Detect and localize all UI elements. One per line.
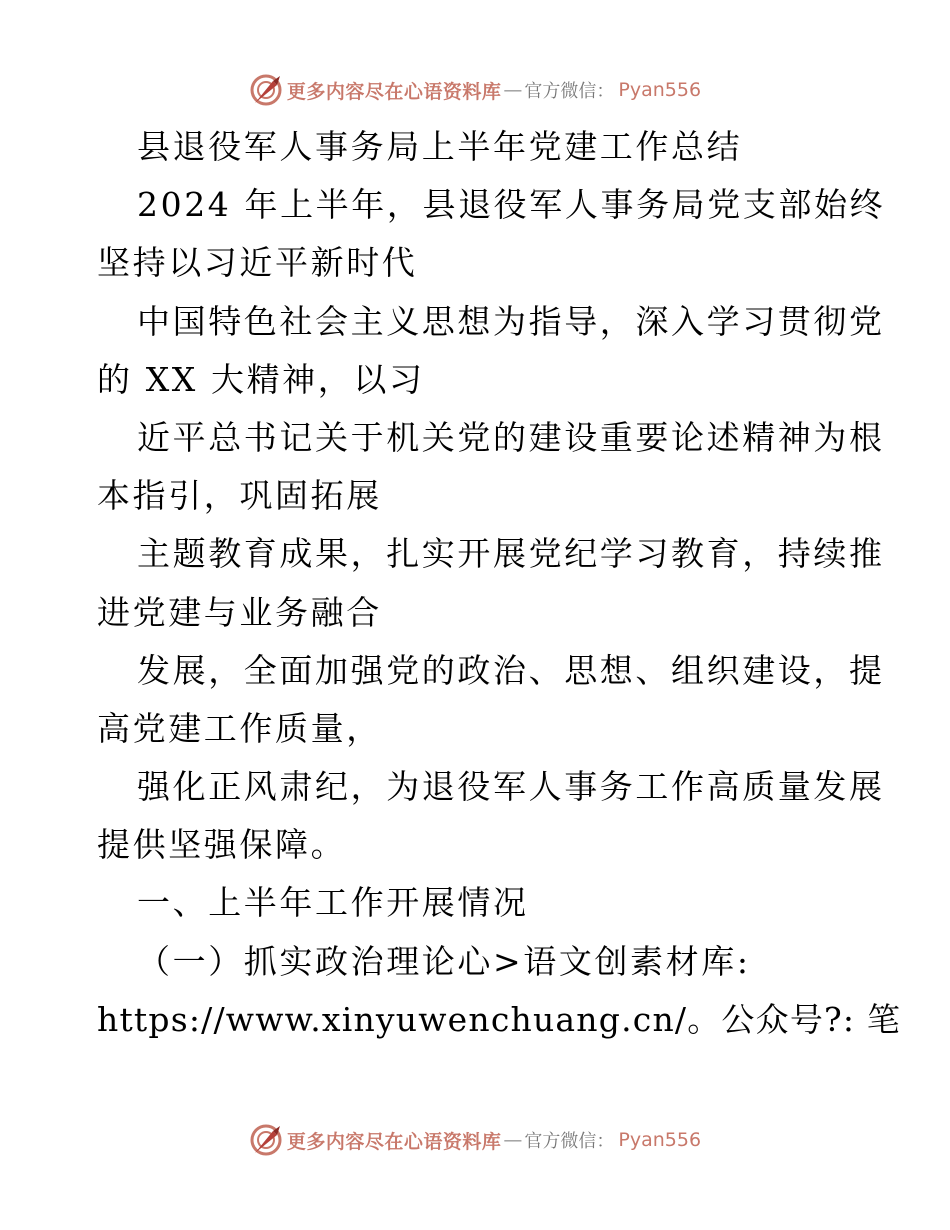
quill-logo-icon bbox=[249, 1123, 283, 1157]
watermark-label: 官方微信 bbox=[524, 81, 597, 102]
text-line: 中国特色社会主义思想为指导，深入学习贯彻党 bbox=[137, 301, 885, 341]
subsection-heading: （一）抓实政治理论心>语文创素材库: bbox=[137, 941, 751, 981]
text-line: 高党建工作质量， bbox=[97, 708, 382, 748]
text-line: 本指引，巩固拓展 bbox=[97, 476, 382, 516]
watermark-wechat-id: Pyan556 bbox=[618, 79, 702, 101]
quill-logo-icon bbox=[249, 73, 283, 107]
text-line: 近平总书记关于机关党的建设重要论述精神为根 bbox=[137, 417, 885, 457]
watermark-banner-bottom bbox=[0, 1120, 950, 1160]
document-body bbox=[97, 118, 902, 1049]
text-line-url: https://www.xinyuwenchuang.cn/。公众号?: 笔 bbox=[97, 999, 902, 1039]
watermark-colon: ： bbox=[596, 81, 615, 102]
text-line: 的 XX 大精神，以习 bbox=[97, 359, 425, 399]
section-heading: 一、上半年工作开展情况 bbox=[137, 883, 529, 923]
watermark-wechat-id: Pyan556 bbox=[618, 1129, 702, 1151]
watermark-main-text: 更多内容尽在心语资料库 bbox=[286, 1130, 502, 1153]
text-line: 坚持以习近平新时代 bbox=[97, 243, 418, 283]
watermark-main-text: 更多内容尽在心语资料库 bbox=[286, 80, 502, 103]
text-line: 进党建与业务融合 bbox=[97, 592, 382, 632]
text-line: 强化正风肃纪，为退役军人事务工作高质量发展 bbox=[137, 767, 885, 807]
document-title: 县退役军人事务局上半年党建工作总结 bbox=[137, 127, 743, 166]
watermark-banner-top bbox=[0, 70, 950, 110]
text-line: 主题教育成果，扎实开展党纪学习教育，持续推 bbox=[137, 534, 885, 574]
watermark-colon: ： bbox=[596, 1131, 615, 1152]
watermark-separator: — bbox=[503, 1129, 523, 1151]
text-line: 发展，全面加强党的政治、思想、组织建设，提 bbox=[137, 650, 885, 690]
watermark-label: 官方微信 bbox=[524, 1131, 597, 1152]
watermark-separator: — bbox=[503, 79, 523, 101]
text-line: 提供坚强保障。 bbox=[97, 825, 347, 865]
text-line: 2024 年上半年，县退役军人事务局党支部始终 bbox=[137, 185, 886, 225]
